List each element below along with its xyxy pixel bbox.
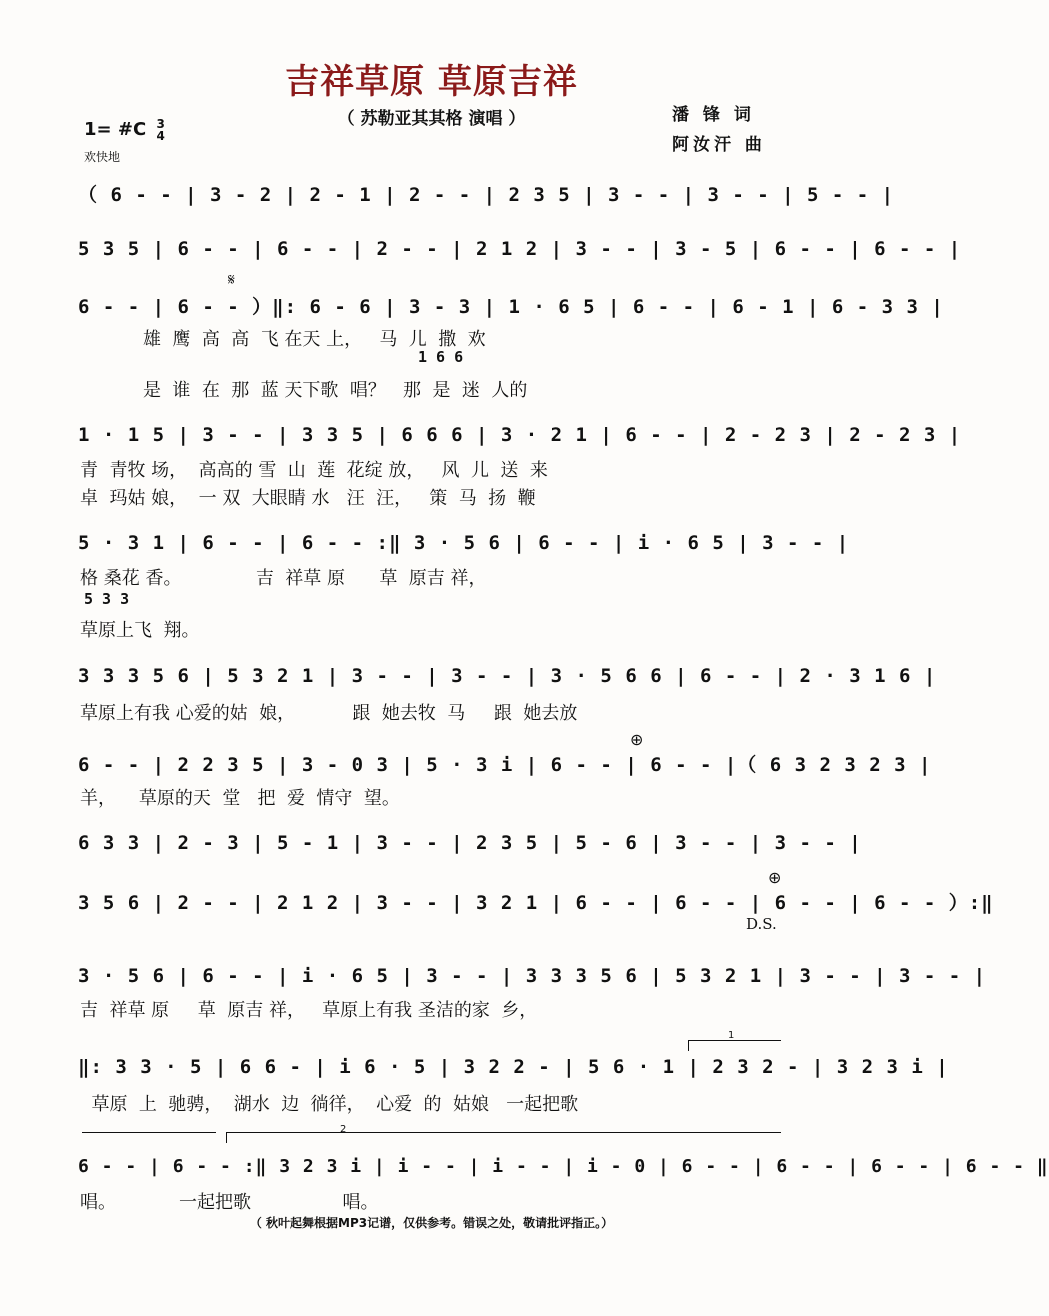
small-notes-1: 1 6 6	[418, 348, 464, 366]
notation-line-9: 3 5 6 | 2 - - | 2 1 2 | 3 - - | 3 2 1 | 6 - - | 6 - - | 6 - - | 6 - - ）:‖	[78, 892, 994, 914]
lyricist: 潘 锋 词	[672, 105, 755, 125]
notation-line-4: 1 · 1 5 | 3 - - | 3 3 5 | 6 6 6 | 3 · 2 1 | 6 - - | 2 - 2 3 | 2 - 2 3 |	[78, 424, 962, 446]
volta-bracket-2	[226, 1132, 781, 1143]
notation-line-11: ‖: 3 3 · 5 | 6 6 - | i 6 · 5 | 3 2 2 - | 5 6 · 1 | 2 3 2 - | 3 2 3 i |	[78, 1056, 949, 1078]
tempo-mark: 欢快地	[84, 150, 121, 164]
segno-sign: 𝄋	[228, 270, 235, 289]
key-label: 1= #C	[84, 119, 147, 140]
transcription-note: （ 秋叶起舞根据MP3记谱，仅供参考。错误之处，敬请批评指正。）	[249, 1216, 614, 1230]
key-signature	[84, 118, 165, 142]
composer: 阿汝汗 曲	[672, 135, 766, 155]
time-numerator: 3	[156, 117, 165, 131]
lyric-line-12: 唱。 一起把歌 唱。	[80, 1192, 379, 1213]
song-title: 吉祥草原 草原吉祥	[285, 62, 578, 102]
notation-line-5: 5 · 3 1 | 6 - - | 6 - - :‖ 3 · 5 6 | 6 - - | i · 6 5 | 3 - - |	[78, 532, 850, 554]
notation-line-8: 6 3 3 | 2 - 3 | 5 - 1 | 3 - - | 2 3 5 | 5 - 6 | 3 - - | 3 - - |	[78, 832, 862, 854]
time-denominator: 4	[156, 129, 165, 143]
notation-line-10: 3 · 5 6 | 6 - - | i · 6 5 | 3 - - | 3 3 3 5 6 | 5 3 2 1 | 3 - - | 3 - - |	[78, 965, 987, 987]
lyric-line-3b: 是 谁 在 那 蓝 天下歌 唱？ 那 是 迷 人的	[80, 380, 528, 401]
lyric-line-6: 草原上有我 心爱的姑 娘， 跟 她去牧 马 跟 她去放	[80, 703, 578, 724]
lyric-line-4b: 卓 玛姑 娘， 一 双 大眼睛 水 汪 汪， 策 马 扬 鞭	[80, 488, 536, 509]
lyric-line-5a: 格 桑花 香。 吉 祥草 原 草 原吉 祥，	[80, 568, 487, 589]
volta-number-1: 1	[728, 1030, 735, 1041]
notation-line-6: 3 3 3 5 6 | 5 3 2 1 | 3 - - | 3 - - | 3 · 5 6 6 | 6 - - | 2 · 3 1 6 |	[78, 665, 937, 687]
notation-line-1: （ 6 - - | 3 - 2 | 2 - 1 | 2 - - | 2 3 5 | 3 - - | 3 - - | 5 - - |	[78, 184, 895, 206]
lyric-line-4a: 青 青牧 场， 高高的 雪 山 莲 花绽 放， 风 儿 送 来	[80, 460, 548, 481]
lyric-line-11: 草原 上 驰骋， 湖水 边 徜徉， 心爱 的 姑娘 一起把歌	[80, 1094, 579, 1115]
lyric-line-10: 吉 祥草 原 草 原吉 祥， 草原上有我 圣洁的家 乡，	[80, 1000, 538, 1021]
lyric-line-3a: 雄 鹰 高 高 飞 在天 上， 马 儿 撒 欢	[80, 329, 486, 350]
notation-line-12: 6 - - | 6 - - :‖ 3 2 3 i | i - - | i - - | i - 0 | 6 - - | 6 - - | 6 - - | 6 - - ‖	[78, 1156, 1049, 1177]
volta-number-2: 2	[340, 1124, 347, 1135]
small-notes-2: 5 3 3	[84, 590, 130, 608]
time-signature	[156, 118, 164, 142]
coda-sign-2: ⊕	[768, 868, 782, 887]
coda-sign-1: ⊕	[630, 730, 644, 749]
notation-line-2: 5 3 5 | 6 - - | 6 - - | 2 - - | 2 1 2 | 3 - - | 3 - 5 | 6 - - | 6 - - |	[78, 238, 962, 260]
lyric-line-5b: 草原上飞 翔。	[80, 620, 200, 641]
performer: （ 苏勒亚其其格 演唱 ）	[337, 109, 526, 129]
volta-bracket-1-end	[82, 1132, 216, 1143]
dal-segno: D.S.	[746, 915, 777, 933]
lyric-line-7: 羊， 草原的天 堂 把 爱 情守 望。	[80, 788, 400, 809]
volta-bracket-1	[688, 1040, 781, 1051]
notation-line-7: 6 - - | 2 2 3 5 | 3 - 0 3 | 5 · 3 i | 6 - - | 6 - - |（ 6 3 2 3 2 3 |	[78, 754, 932, 776]
notation-line-3: 6 - - | 6 - - ）‖: 6 - 6 | 3 - 3 | 1 · 6 5 | 6 - - | 6 - 1 | 6 - 3 3 |	[78, 296, 944, 318]
